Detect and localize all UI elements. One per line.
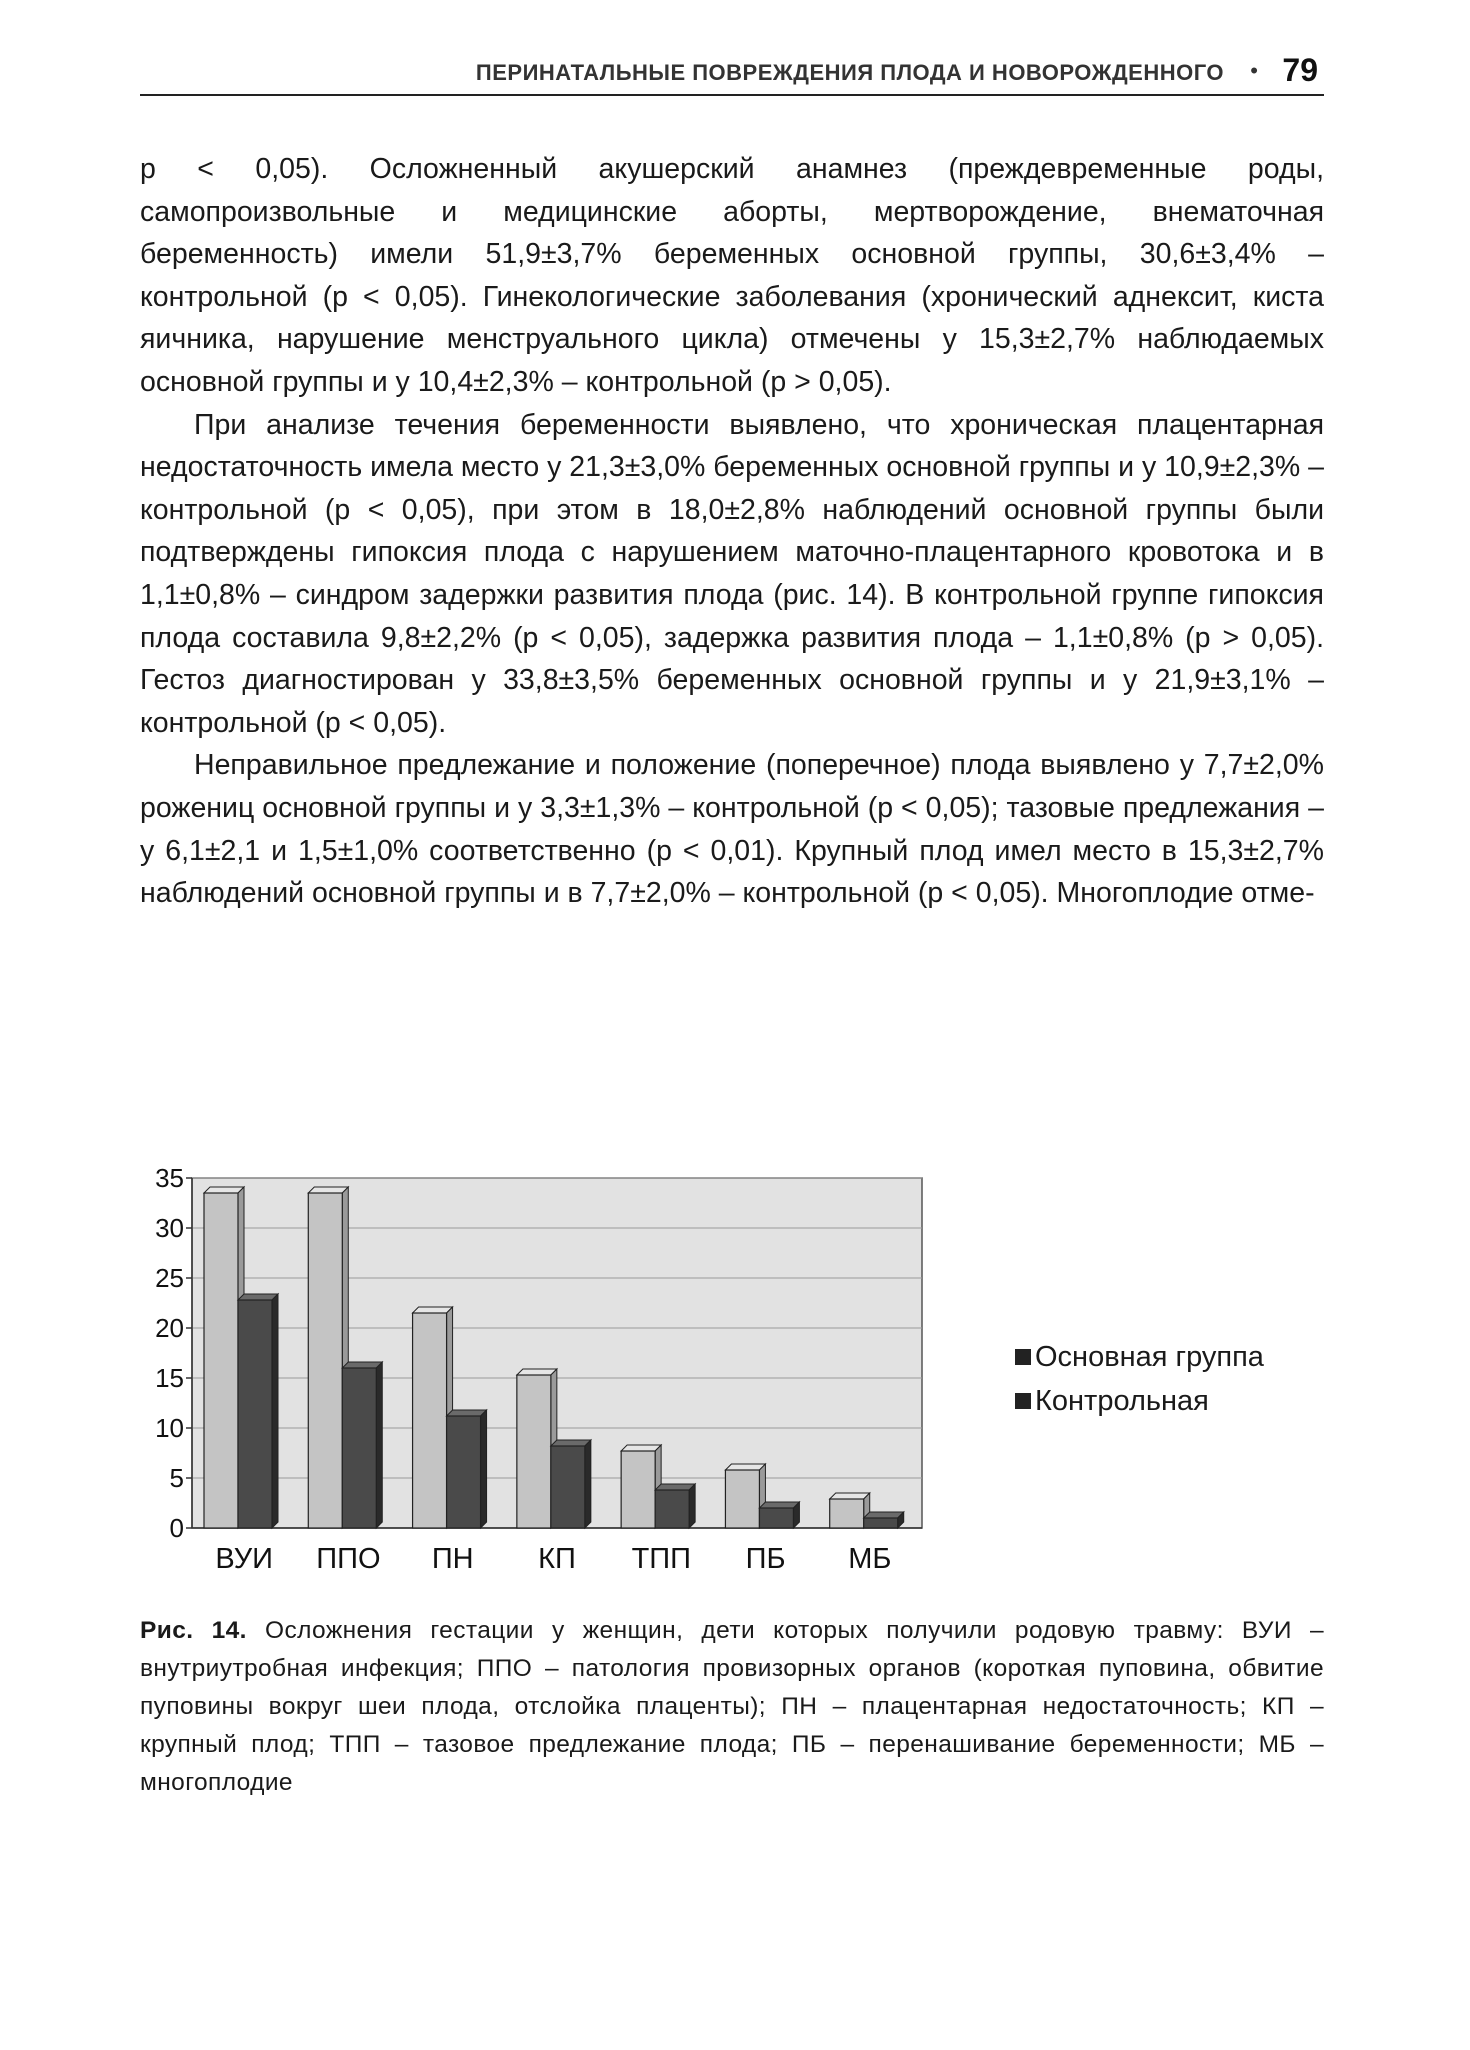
bar-top-main [725,1464,765,1470]
bar-top-control [864,1512,904,1518]
x-tick-label: ТПП [631,1543,691,1575]
figure-14-chart [140,1160,1324,1600]
running-title: ПЕРИНАТАЛЬНЫЕ ПОВРЕЖДЕНИЯ ПЛОДА И НОВОРОЖДЕННОГО [475,60,1224,85]
y-tick-label: 15 [155,1363,184,1393]
bar-top-control [655,1484,695,1490]
bar-top-main [621,1445,661,1451]
figure-caption [140,1612,1324,1802]
y-tick-label: 30 [155,1213,184,1243]
bar-top-main [517,1369,557,1375]
bar-main [204,1193,238,1528]
bar-control [342,1368,376,1528]
bar-control [551,1446,585,1528]
legend-swatch-control [1015,1393,1031,1409]
bar-main [621,1451,655,1528]
y-tick-label: 35 [155,1163,184,1193]
bar-side-control [585,1440,591,1528]
bar-side-control [481,1410,487,1528]
bar-top-control [238,1294,278,1300]
x-tick-label: ПБ [745,1543,786,1575]
y-tick-label: 25 [155,1263,184,1293]
chart-legend [1015,1335,1264,1423]
bar-side-control [689,1484,695,1528]
caption-text: Осложнения гестации у женщин, дети которых получили родовую травму: ВУИ – внутриутробная инфекция; ППО – патология провизорных органов (короткая пуповина, обвитие пуповины вокруг шеи плода, отслойка плаценты); ПН – плацентарная недостаточность; КП – крупный плод; ТПП – тазовое предлежание плода; ПБ – перенашивание беременности; МБ – многоплодие [140,1617,1324,1796]
x-tick-label: ПН [431,1543,474,1575]
bar-main [517,1375,551,1528]
legend-item-main [1015,1335,1264,1379]
bar-side-control [272,1294,278,1528]
bar-top-main [830,1493,870,1499]
paragraph-3: Неправильное предлежание и положение (поперечное) плода выявлено у 7,7±2,0% рожениц основной группы и у 3,3±1,3% – контрольной (p < 0,05); тазовые предлежания – у 6,1±2,1 и 1,5±1,0% соответственно (p < 0,01). Крупный плод имел место в 15,3±2,7% наблюдений основной группы и в 7,7±2,0% – контрольной (p < 0,05). Многоплодие отме- [140,749,1324,910]
y-tick-label: 10 [155,1413,184,1443]
bar-control [238,1300,272,1528]
page-number: 79 [1282,52,1318,88]
y-tick-label: 5 [169,1463,184,1493]
x-tick-label: МБ [848,1543,892,1575]
bar-main [830,1499,864,1528]
paragraph-1: p < 0,05). Осложненный акушерский анамнез (преждевременные роды, самопроизвольные и медицинские аборты, мертворождение, внематочная беременность) имели 51,9±3,7% беременных основной группы, 30,6±3,4% – контрольной (p < 0,05). Гинекологические заболевания (хронический аднексит, киста яичника, нарушение менструального цикла) отмечены у 15,3±2,7% наблюдаемых основной группы и у 10,4±2,3% – контрольной (p > 0,05). [140,153,1324,398]
bar-top-control [342,1362,382,1368]
legend-label-control: Контрольная [1035,1384,1209,1417]
legend-item-control [1015,1379,1264,1423]
legend-label-main: Основная группа [1035,1340,1264,1373]
bar-main [413,1313,447,1528]
x-tick-label: ВУИ [215,1543,273,1575]
bar-control [759,1508,793,1528]
bar-side-control [376,1362,382,1528]
bar-top-control [759,1502,799,1508]
body-text [140,148,1324,915]
x-tick-label: ППО [316,1543,381,1575]
y-tick-label: 20 [155,1313,184,1343]
bar-main [725,1470,759,1528]
bar-control [655,1490,689,1528]
bar-top-main [308,1187,348,1193]
x-tick-label: КП [538,1543,576,1575]
header-rule [140,94,1324,96]
legend-swatch-main [1015,1349,1031,1365]
bar-top-control [551,1440,591,1446]
caption-label: Рис. 14. [140,1617,247,1644]
bar-main [308,1193,342,1528]
bar-control [447,1416,481,1528]
y-tick-label: 0 [169,1513,184,1543]
bar-top-control [447,1410,487,1416]
paragraph-2: При анализе течения беременности выявлено, что хроническая плацентарная недостаточность имела место у 21,3±3,0% беременных основной группы и у 10,9±2,3% – контрольной (p < 0,05), при этом в 18,0±2,8% наблюдений основной группы были подтверждены гипоксия плода с нарушением маточно-плацентарного кровотока и в 1,1±0,8% – синдром задержки развития плода (рис. 14). В контрольной группе гипоксия плода составила 9,8±2,2% (p < 0,05), задержка развития плода – 1,1±0,8% (p > 0,05). Гестоз диагностирован у 33,8±3,5% беременных основной группы и у 21,9±3,1% – контрольной (p < 0,05). [140,408,1324,739]
bar-control [864,1518,898,1528]
bar-top-main [413,1307,453,1313]
header-bullet: • [1250,58,1258,83]
running-header [140,52,1324,96]
bar-top-main [204,1187,244,1193]
